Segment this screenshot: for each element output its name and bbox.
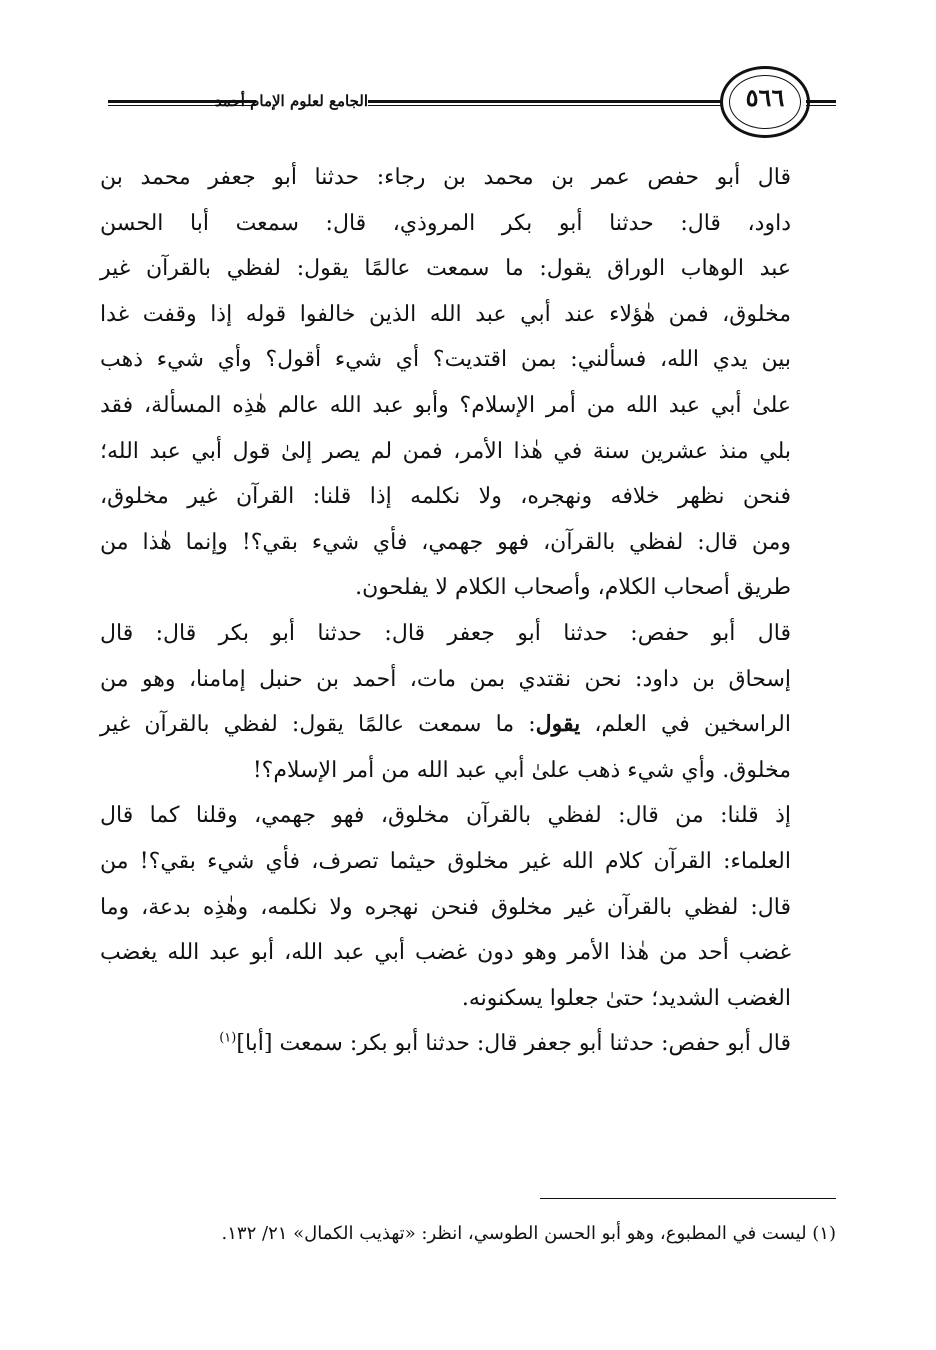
- text-line: الغضب الشديد؛ حتىٰ جعلوا يسكنونه.: [461, 985, 791, 1011]
- footnote-separator: [540, 1198, 836, 1199]
- text-line: [100, 1021, 836, 1067]
- text-line: طريق أصحاب الكلام، وأصحاب الكلام لا يفلحون.: [355, 575, 791, 601]
- text-line: العلماء: القرآن كلام الله غير مخلوق حيثما تصرف، فأي شيء بقي؟! من: [100, 848, 791, 874]
- footnote: (١) ليست في المطبوع، وهو أبو الحسن الطوسي، انظر: «تهذيب الكمال» ٢١/ ١٣٢.: [221, 1223, 836, 1244]
- text-line: قال أبو حفص عمر بن محمد بن رجاء: حدثنا أبو جعفر محمد بن: [100, 165, 791, 190]
- paragraph-1: [100, 155, 836, 611]
- text-line: فنحن نظهر خلافه ونهجره، ولا نكلمه إذا قلنا: القرآن غير مخلوق،: [100, 484, 791, 510]
- running-title: الجامع لعلوم الإمام أحمد: [214, 92, 368, 110]
- text-line: قال أبو حفص: حدثنا أبو جعفر قال: حدثنا أبو بكر قال: قال: [100, 620, 791, 646]
- text-line-with-bold: [100, 702, 836, 748]
- text-line: مخلوق. وأي شيء ذهب علىٰ أبي عبد الله من أمر الإسلام؟!: [252, 757, 791, 783]
- text-line: ومن قال: لفظي بالقرآن، فهو جهمي، فأي شيء بقي؟! وإنما هٰذا من: [100, 529, 791, 555]
- header-rule-right: [806, 100, 836, 106]
- text-line: علىٰ أبي عبد الله من أمر الإسلام؟ وأبو عبد الله عالم هٰذِه المسألة، فقد: [100, 392, 791, 418]
- text-line: بلي منذ عشرين سنة في هٰذا الأمر، فمن لم يصر إلىٰ قول أبي عبد الله؛: [100, 438, 791, 464]
- text-line: بين يدي الله، فسألني: بمن اقتديت؟ أي شيء أقول؟ وأي شيء ذهب: [100, 347, 791, 373]
- text-line: قال: لفظي بالقرآن غير مخلوق فنحن نهجره ولا نكلمه، وهٰذِه بدعة، وما: [100, 894, 791, 920]
- page-number: ٥٦٦: [745, 83, 785, 112]
- text-line: عبد الوهاب الوراق يقول: ما سمعت عالمًا يقول: لفظي بالقرآن غير: [100, 256, 791, 282]
- bold-word: يقول: [535, 711, 581, 738]
- text-line: مخلوق، فمن هٰؤلاء عند أبي عبد الله الذين خالفوا قوله إذا وقفت غدا: [100, 301, 791, 327]
- text-line: غضب أحد من هٰذا الأمر وهو دون غضب أبي عبد الله، أبو عبد الله يغضب: [100, 940, 791, 966]
- paragraph-4: [100, 1021, 836, 1067]
- paragraph-3: [100, 793, 836, 1021]
- main-text: [100, 155, 836, 1067]
- text-line: إسحاق بن داود: نحن نقتدي بمن مات، أحمد بن حنبل إمامنا، وهو من: [100, 666, 791, 692]
- text-fragment: قال أبو حفص: حدثنا أبو جعفر قال: حدثنا أبو بكر: سمعت [أبا]: [236, 1031, 791, 1057]
- page-number-badge: [720, 66, 810, 138]
- text-line: داود، قال: حدثنا أبو بكر المروذي، قال: سمعت أبا الحسن: [100, 210, 791, 236]
- paragraph-2: [100, 611, 836, 793]
- page-header: [100, 60, 840, 140]
- text-fragment: : ما سمعت عالمًا يقول: لفظي بالقرآن غير: [100, 712, 536, 738]
- header-rule-middle: [368, 100, 722, 106]
- footnote-reference[interactable]: (١): [219, 1030, 237, 1046]
- text-line: إذ قلنا: من قال: لفظي بالقرآن مخلوق، فهو جهمي، وقلنا كما قال: [100, 803, 791, 829]
- text-fragment: الراسخين في العلم،: [580, 712, 791, 738]
